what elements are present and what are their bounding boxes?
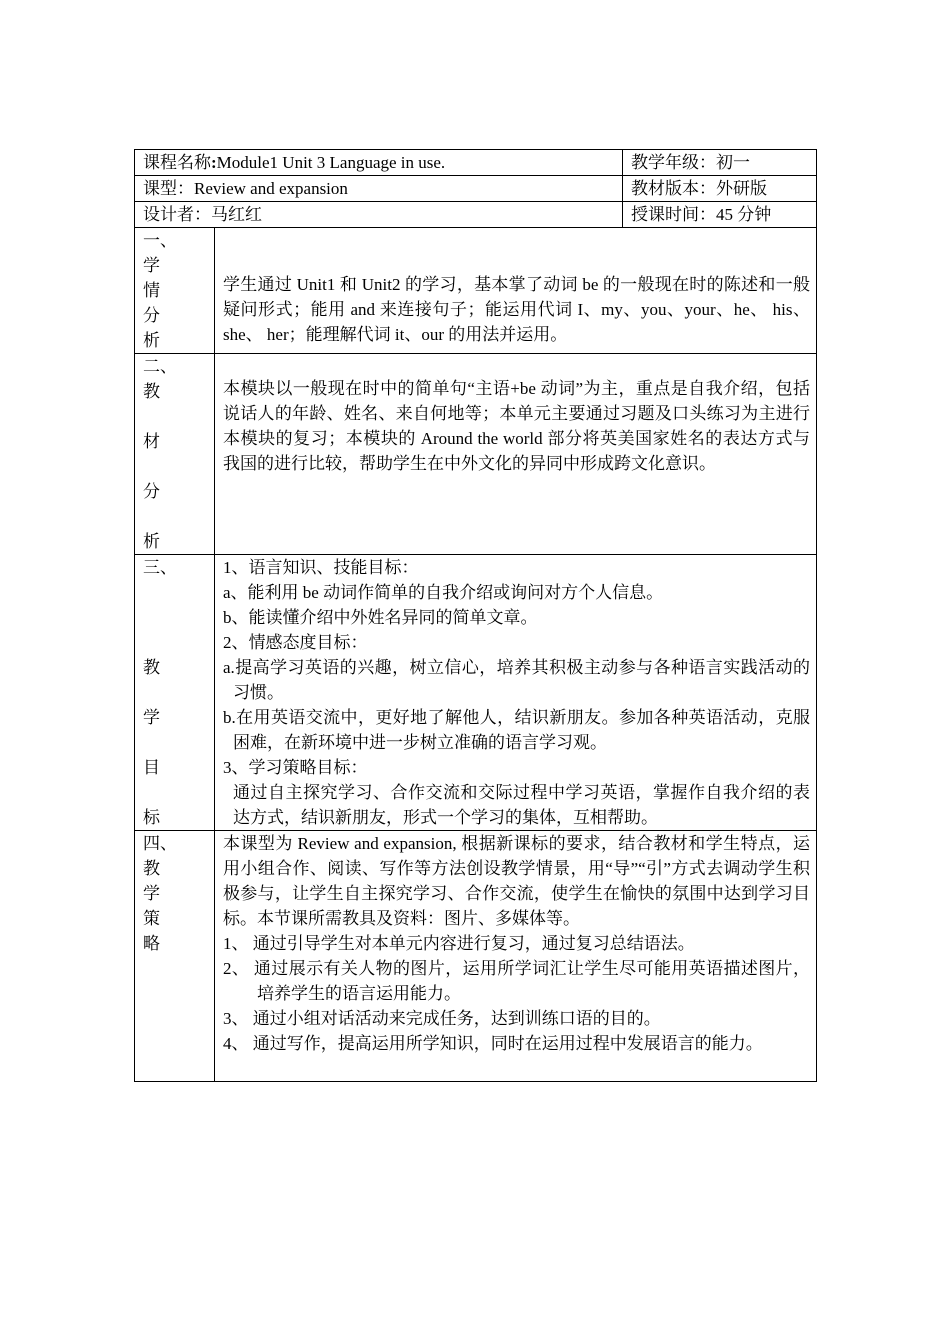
lesson-plan-table bbox=[134, 149, 817, 1082]
strategy-item: 1、 通过引导学生对本单元内容进行复习，通过复习总结语法。 bbox=[223, 934, 695, 953]
section-label-char: 学 bbox=[143, 256, 160, 275]
section-label-char: 析 bbox=[143, 532, 160, 551]
goal-line: 3、学习策略目标： bbox=[223, 758, 368, 777]
section-body-1 bbox=[215, 228, 817, 354]
goal-line: 2、情感态度目标： bbox=[223, 633, 368, 652]
section-label-char: 教 bbox=[143, 859, 160, 878]
section-textbook-analysis bbox=[135, 354, 817, 555]
designer-cell: 设计者：马红红 bbox=[135, 202, 623, 228]
section-label-char: 分 bbox=[143, 306, 160, 325]
section-text: 学生通过 Unit1 和 Unit2 的学习，基本掌了动词 be 的一般现在时的陈述和一般疑问形式；能用 and 来连接句子；能运用代词 I、my、you、your、he、 his、 she、 her；能理解代词 it、our 的用法并运用。 bbox=[223, 275, 810, 344]
section-body-2 bbox=[215, 354, 817, 555]
section-label-char: 目 bbox=[143, 758, 160, 777]
strategy-item: 2、 通过展示有关人物的图片，运用所学词汇让学生尽可能用英语描述图片，培养学生的语言运用能力。 bbox=[223, 959, 810, 1003]
section-label-char: 材 bbox=[143, 432, 160, 451]
strategy-item: 3、 通过小组对话活动来完成任务，达到训练口语的目的。 bbox=[223, 1009, 661, 1028]
header-row-course bbox=[135, 150, 817, 176]
section-label-2 bbox=[135, 354, 215, 555]
goal-line: b、能读懂介绍中外姓名异同的简单文章。 bbox=[223, 608, 538, 627]
time-cell: 授课时间：45 分钟 bbox=[623, 202, 817, 228]
textbook-cell: 教材版本：外研版 bbox=[623, 176, 817, 202]
strategy-intro: 本课型为 Review and expansion, 根据新课标的要求，结合教材和学生特点，运用小组合作、阅读、写作等方法创设教学情景，用“导”“引”方式去调动学生积极参与，让学生自主探究学习、合作交流，使学生在愉快的氛围中达到学习目标。本节课所需教具及资料：图片、多媒体等。 bbox=[223, 834, 810, 928]
strategy-item: 4、 通过写作，提高运用所学知识，同时在运用过程中发展语言的能力。 bbox=[223, 1034, 763, 1053]
course-name-cell bbox=[135, 150, 623, 176]
grade-cell: 教学年级：初一 bbox=[623, 150, 817, 176]
section-label-1 bbox=[135, 228, 215, 354]
header-row-designer bbox=[135, 202, 817, 228]
section-label-char: 二、 bbox=[143, 357, 177, 376]
section-label-char: 分 bbox=[143, 482, 160, 501]
course-name: Module1 Unit 3 Language in use. bbox=[216, 153, 446, 172]
section-label-char: 标 bbox=[143, 808, 160, 827]
section-label-char: 教 bbox=[143, 382, 160, 401]
section-label-4 bbox=[135, 831, 215, 1082]
section-body-4 bbox=[215, 831, 817, 1082]
goal-line: 通过自主探究学习、合作交流和交际过程中学习英语，掌握作自我介绍的表达方式，结识新朋友，形式一个学习的集体，互相帮助。 bbox=[233, 783, 810, 827]
type-cell: 课型：Review and expansion bbox=[135, 176, 623, 202]
section-text: 本模块以一般现在时中的简单句“主语+be 动词”为主，重点是自我介绍，包括说话人的年龄、姓名、来自何地等；本单元主要通过习题及口头练习为主进行本模块的复习；本模块的 Around the world 部分将英美国家姓名的表达方式与我国的进行比较，帮助学生在中外文化的异同中形成跨文化意识。 bbox=[223, 379, 810, 473]
section-label-char: 策 bbox=[143, 909, 160, 928]
section-label-char: 略 bbox=[143, 934, 160, 953]
section-label-char: 四、 bbox=[143, 834, 177, 853]
section-label-char: 情 bbox=[143, 281, 160, 300]
section-student-analysis bbox=[135, 228, 817, 354]
section-label-3 bbox=[135, 555, 215, 831]
goal-line: b.在用英语交流中，更好地了解他人，结识新朋友。参加各种英语活动，克服困难，在新环境中进一步树立准确的语言学习观。 bbox=[223, 708, 810, 752]
section-label-char: 三、 bbox=[143, 558, 177, 577]
section-label-char: 一、 bbox=[143, 231, 177, 250]
section-label-char: 教 bbox=[143, 658, 160, 677]
course-colon: : bbox=[211, 153, 217, 172]
section-teaching-strategy bbox=[135, 831, 817, 1082]
section-label-char: 学 bbox=[143, 708, 160, 727]
section-teaching-goals bbox=[135, 555, 817, 831]
section-body-3 bbox=[215, 555, 817, 831]
header-row-type bbox=[135, 176, 817, 202]
section-label-char: 学 bbox=[143, 884, 160, 903]
goal-line: a、能利用 be 动词作简单的自我介绍或询问对方个人信息。 bbox=[223, 583, 664, 602]
course-label: 课程名称 bbox=[143, 153, 211, 172]
section-label-char: 析 bbox=[143, 331, 160, 350]
goal-line: a.提高学习英语的兴趣，树立信心，培养其积极主动参与各种语言实践活动的习惯。 bbox=[223, 658, 810, 702]
goal-line: 1、语言知识、技能目标： bbox=[223, 558, 419, 577]
